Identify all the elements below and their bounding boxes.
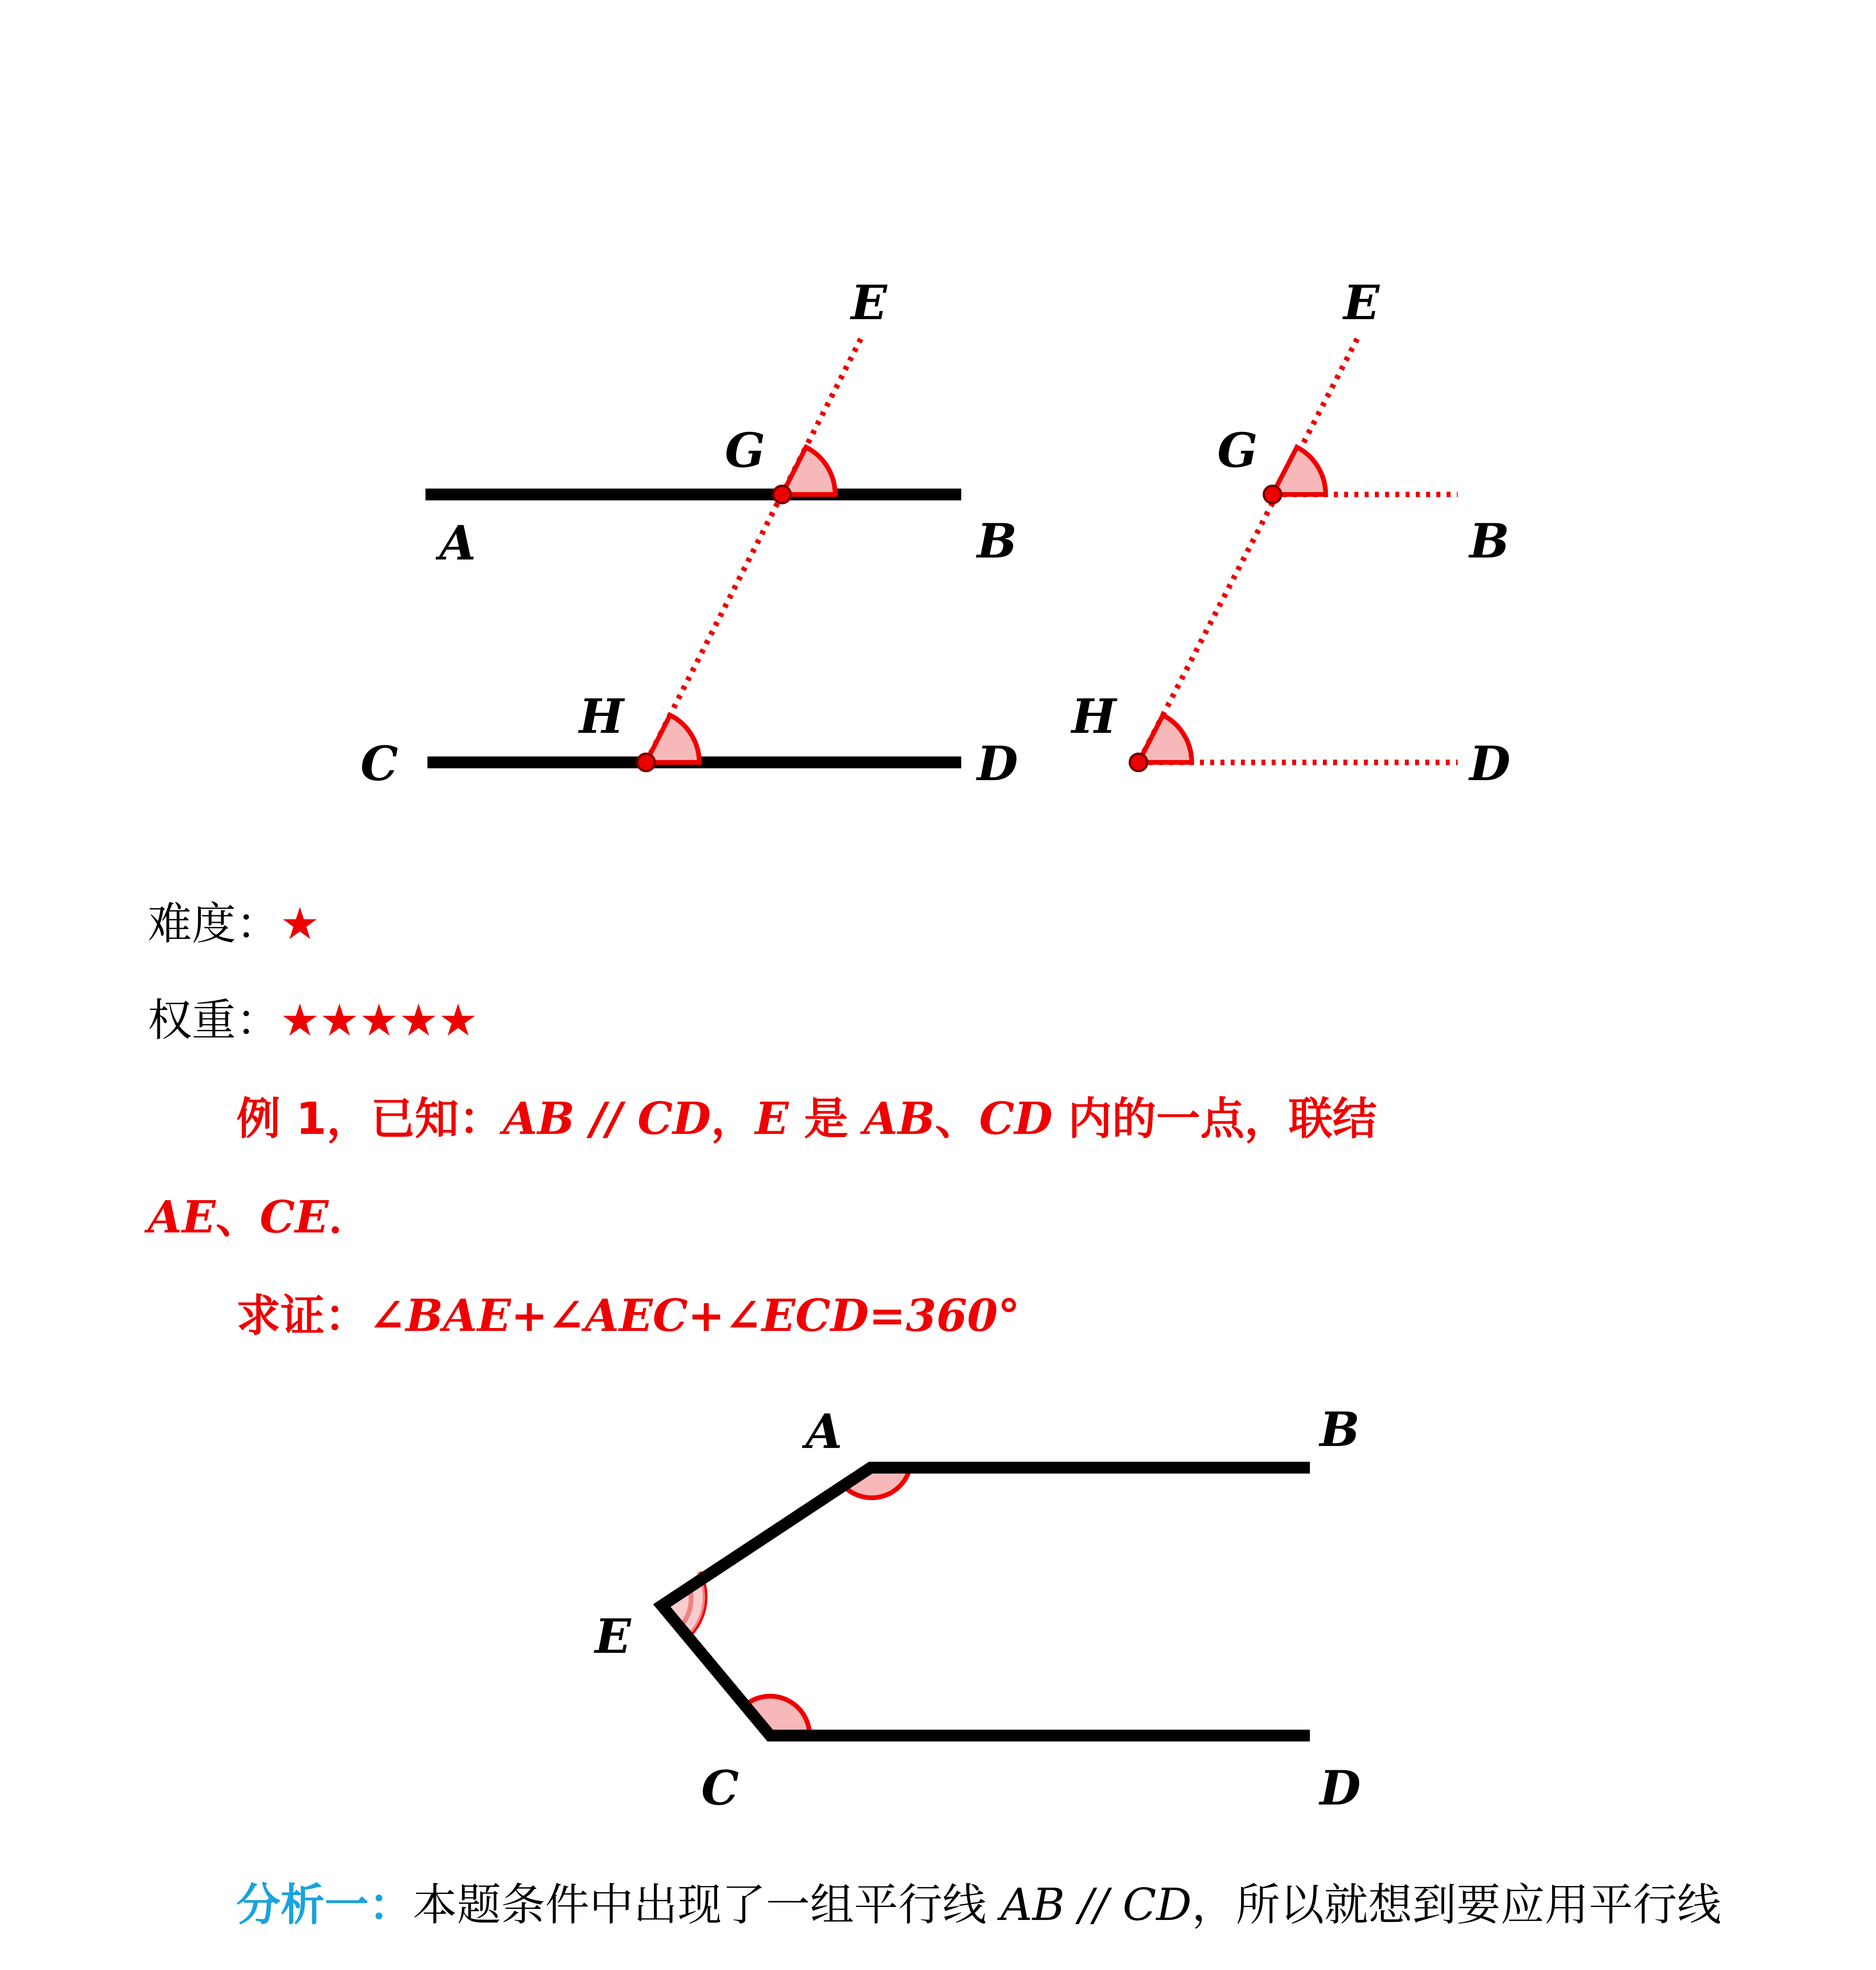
example-ab: AB	[863, 1093, 935, 1145]
difficulty-stars: ★	[280, 898, 320, 950]
label-b: B	[977, 513, 1017, 569]
analysis-t1: 本题条件中出现了一组平行线	[413, 1879, 1001, 1931]
prove-label: 求证：	[236, 1290, 369, 1342]
prove-expression: ∠BAE+∠AEC+∠ECD=360°	[369, 1290, 1020, 1342]
example-parallel: AB // CD	[503, 1093, 711, 1145]
label-h: H	[579, 689, 624, 744]
example-cd: CD	[979, 1093, 1053, 1145]
label-e-right: E	[1343, 275, 1380, 331]
example-ae: AE	[148, 1191, 216, 1243]
label-c: C	[360, 736, 398, 792]
fig2-label-e: E	[595, 1609, 631, 1664]
label-b-right: B	[1469, 513, 1510, 569]
label-g-right: G	[1217, 423, 1258, 478]
example-sep: 、	[935, 1093, 979, 1145]
analysis-label: 分析一：	[236, 1879, 413, 1931]
analysis-t3: ，所以就想到要应用平行线	[1191, 1879, 1721, 1931]
label-d: D	[977, 736, 1018, 792]
example-is: 是	[788, 1093, 864, 1145]
example-period: ．	[328, 1192, 373, 1243]
fig2-label-d: D	[1320, 1760, 1361, 1816]
example-ce: CE	[260, 1191, 329, 1243]
example-prefix: 例 1，已知：	[236, 1093, 503, 1145]
analysis-t2: AB // CD	[1000, 1879, 1192, 1931]
label-g: G	[725, 423, 765, 478]
label-a: A	[439, 515, 476, 571]
example-rest: 内的一点，联结	[1052, 1093, 1377, 1145]
difficulty-label: 难度：	[148, 898, 280, 950]
analysis-paragraph	[148, 1856, 1735, 1970]
fig2-label-b: B	[1320, 1402, 1360, 1457]
weight-stars: ★★★★★	[280, 995, 478, 1046]
example-sep2: 、	[215, 1192, 260, 1243]
example-comma: ，	[711, 1093, 755, 1145]
fig2-label-c: C	[701, 1760, 739, 1816]
label-e: E	[851, 275, 887, 331]
weight-label: 权重：	[148, 995, 280, 1046]
example-point-e: E	[755, 1093, 789, 1145]
label-h-right: H	[1072, 689, 1116, 744]
fig2-label-a: A	[806, 1404, 843, 1459]
label-d-right: D	[1469, 736, 1511, 792]
